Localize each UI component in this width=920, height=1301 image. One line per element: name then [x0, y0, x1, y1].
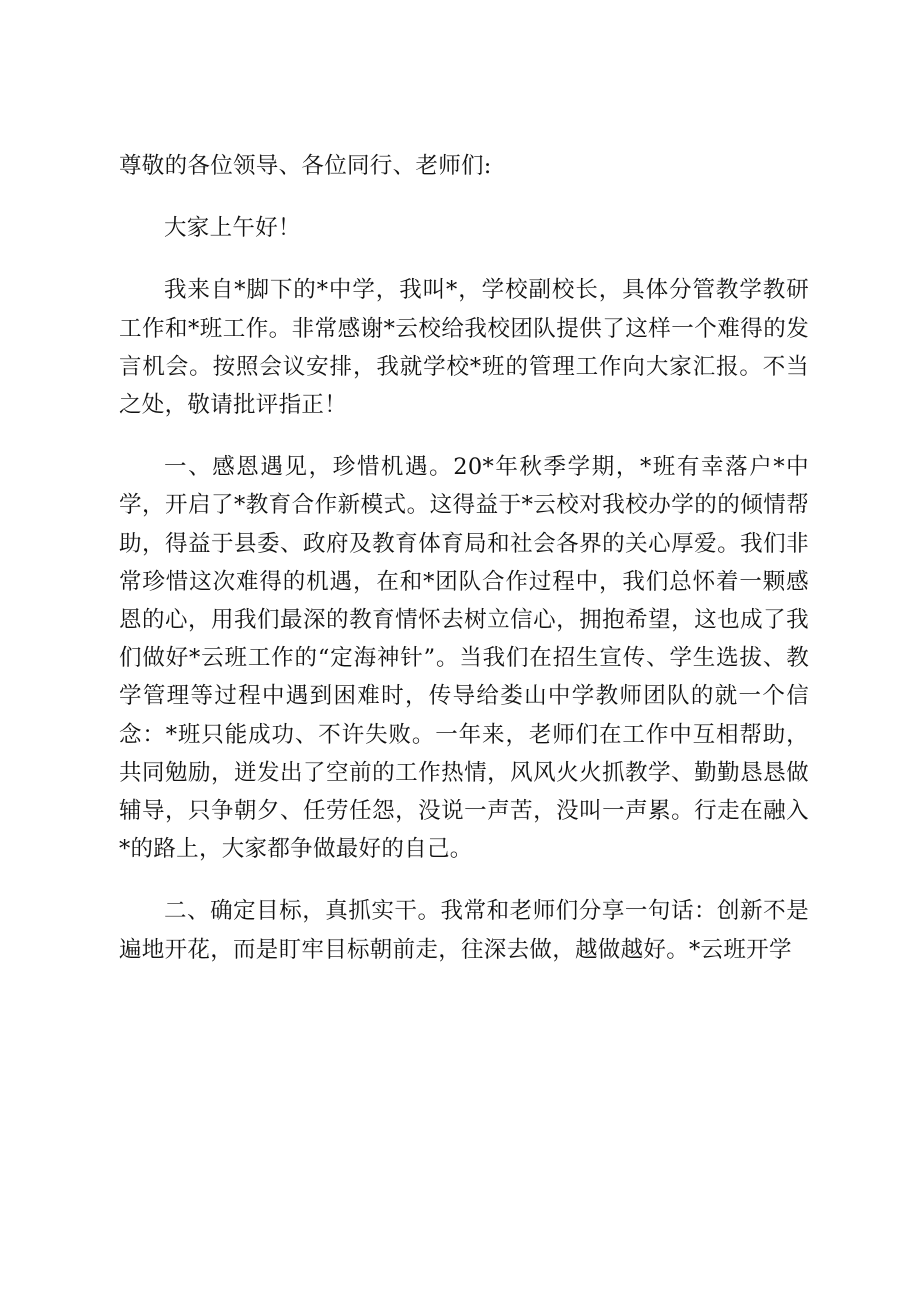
- intro-paragraph: 我来自*脚下的*中学，我叫*，学校副校长，具体分管教学教研工作和*班工作。非常感谢*云校给我校团队提供了这样一个难得的发言机会。按照会议安排，我就学校*班的管理工作向大家汇报。不当之处，敬请批评指正！: [119, 277, 809, 419]
- section-two-paragraph: 二、确定目标，真抓实干。我常和老师们分享一句话：创新不是遍地开花，而是盯牢目标朝前走，往深去做，越做越好。*云班开学: [119, 898, 809, 963]
- document-body: [119, 147, 809, 969]
- greeting-paragraph: 大家上午好！: [164, 215, 301, 242]
- salutation: 尊敬的各位领导、各位同行、老师们:: [119, 153, 492, 179]
- section-one-paragraph: 一、感恩遇见，珍惜机遇。20*年秋季学期，*班有幸落户*中学，开启了*教育合作新模式。这得益于*云校对我校办学的的倾情帮助，得益于县委、政府及教育体育局和社会各界的关心厚爱。我们非常珍惜这次难得的机遇，在和*团队合作过程中，我们总怀着一颗感恩的心，用我们最深的教育情怀去树立信心，拥抱希望，这也成了我们做好*云班工作的“定海神针”。当我们在招生宣传、学生选拔、教学管理等过程中遇到困难时，传导给娄山中学教师团队的就一个信念：*班只能成功、不许失败。一年来，老师们在工作中互相帮助，共同勉励，迸发出了空前的工作热情，风风火火抓教学、勤勤恳恳做辅导，只争朝夕、任劳任怨，没说一声苦，没叫一声累。行走在融入*的路上，大家都争做最好的自己。: [119, 454, 809, 863]
